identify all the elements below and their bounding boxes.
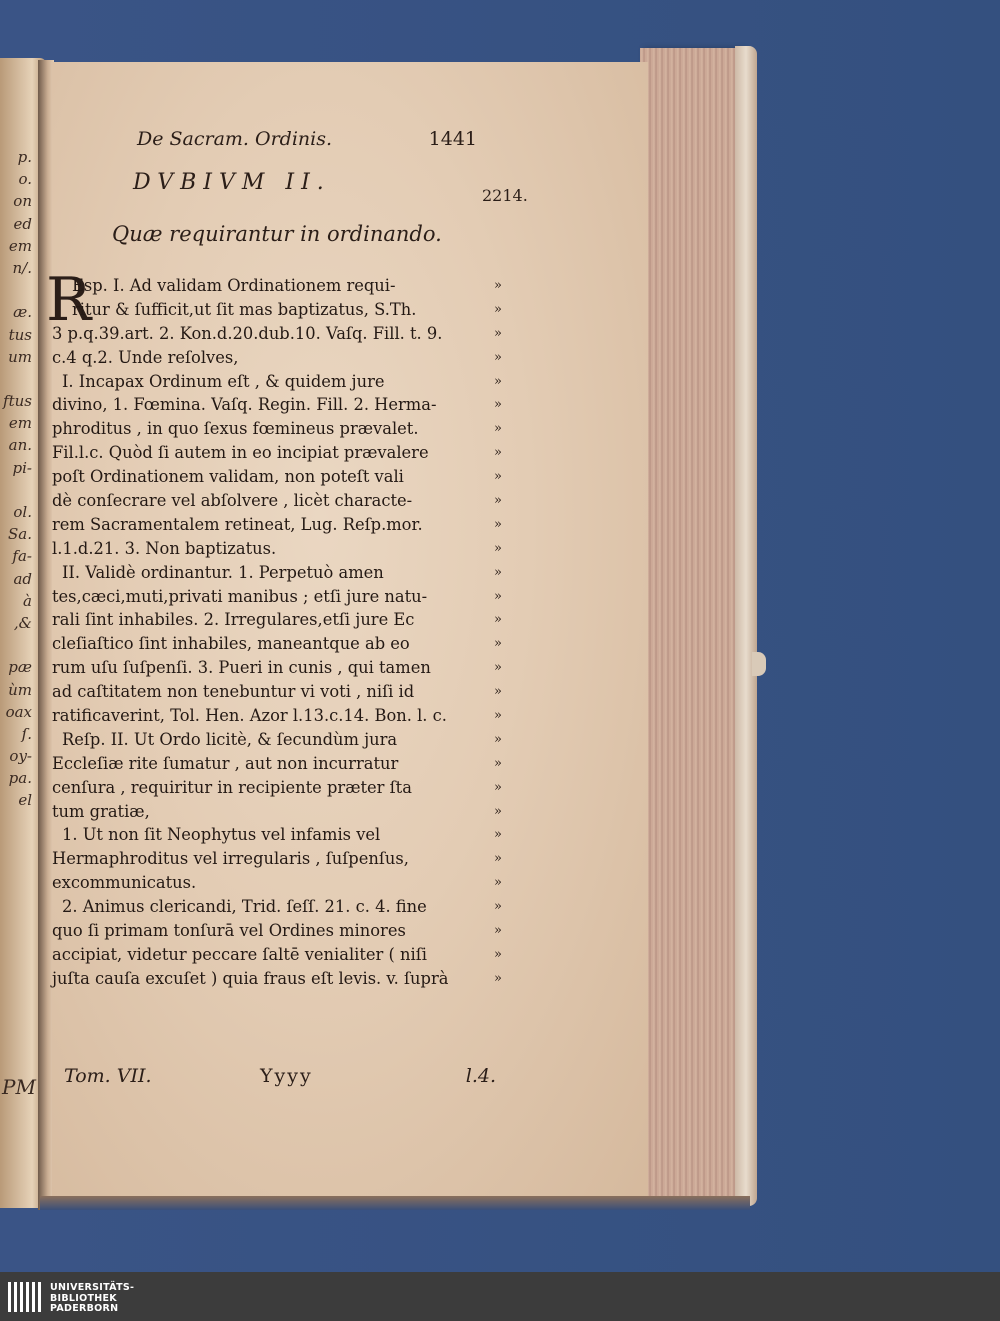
left-fragment-line: pi- (12, 458, 32, 477)
text-line (52, 608, 472, 632)
text-line-content: cenſura , requiritur in recipiente præter ſta (52, 777, 412, 797)
text-line-content: tes,cæci,muti,privati manibus ; etſi jure natu- (52, 586, 428, 606)
text-line-content: ad caſtitatem non tenebuntur vi voti , niſi id (52, 682, 415, 702)
text-line-content: cleſiaſtico ſint inhabiles, maneantque ab eo (52, 634, 410, 654)
text-line-content: Eccleſiæ rite ſumatur , aut non incurratur (52, 753, 399, 773)
text-line (52, 465, 472, 489)
left-fragment-line (0, 279, 32, 301)
quotation-mark: » (494, 803, 502, 819)
left-fragment-line: em (8, 236, 32, 255)
text-line-content: Hermaphroditus vel irregularis , ſuſpenſus, (52, 849, 409, 869)
left-fragment-line: p. (17, 148, 32, 166)
folio-number: 1441 (428, 128, 477, 150)
left-fragment-line: n/. (12, 258, 32, 277)
margin-quotation-marks (488, 274, 508, 991)
question-title: Quæ requirantur in ordinando. (112, 222, 442, 246)
left-fragment-line: fa- (12, 547, 32, 566)
text-line (52, 537, 472, 561)
text-line-content: phroditus , in quo ſexus fœmineus prævalet. (52, 419, 419, 439)
text-line-content: Reſp. II. Ut Ordo licitè, & ſecundùm jura (62, 729, 398, 749)
text-line (52, 585, 472, 609)
left-fragment-line: Sa. (8, 525, 32, 544)
quotation-mark: » (494, 469, 502, 485)
page-footer (64, 1065, 496, 1093)
left-fragment-line: ,& (13, 613, 32, 632)
quotation-mark: » (494, 278, 502, 293)
book-cover-board (735, 46, 757, 1206)
quotation-mark: » (494, 708, 502, 724)
text-line (52, 322, 472, 346)
quotation-mark: » (494, 564, 502, 580)
quotation-mark: » (494, 325, 502, 341)
text-line-content: Esp. I. Ad validam Ordinationem requi- (72, 276, 396, 295)
quotation-mark: » (494, 421, 502, 437)
text-line (52, 800, 472, 824)
quotation-mark: » (494, 397, 502, 413)
left-page-bottom-fragment: PM (2, 1075, 36, 1099)
left-page-text-fragments (0, 146, 32, 812)
left-fragment-line: on (13, 192, 32, 211)
quotation-mark: » (494, 684, 502, 700)
text-line (52, 967, 472, 991)
text-line-content: rali ſint inhabiles. 2. Irregulares,etſi jure Ec (52, 610, 415, 630)
quotation-mark: » (494, 349, 502, 365)
text-line (52, 561, 472, 585)
text-line (52, 346, 472, 370)
left-fragment-line (0, 479, 32, 501)
footer-catchword: l.4. (465, 1065, 496, 1087)
drop-cap: R (46, 265, 92, 335)
text-line (52, 298, 472, 322)
text-line (52, 274, 472, 298)
quotation-mark: » (494, 875, 502, 891)
text-line-content: 1. Ut non ſit Neophytus vel infamis vel (62, 825, 381, 845)
quotation-mark: » (494, 516, 502, 532)
left-fragment-line: ed (13, 214, 32, 233)
quotation-mark: » (494, 970, 502, 986)
section-heading: DVBIVM II. (133, 170, 331, 195)
text-line-content: ratificaverint, Tol. Hen. Azor l.13.c.14. Bon. l. c. (52, 706, 447, 726)
quotation-mark: » (494, 731, 502, 747)
quotation-mark: » (494, 612, 502, 628)
text-line (52, 728, 472, 752)
text-line-content: II. Validè ordinantur. 1. Perpetuò amen (62, 562, 384, 582)
text-line-content: juſta cauſa excuſet ) quia fraus eſt levis. v. ſuprà (52, 968, 449, 988)
quotation-mark: » (494, 923, 502, 939)
text-line-content: rum uſu ſuſpenſi. 3. Pueri in cunis , qui tamen (52, 658, 431, 678)
library-logo-icon (8, 1282, 44, 1312)
left-fragment-line (0, 368, 32, 390)
text-line-content: rem Sacramentalem retineat, Lug. Reſp.mor. (52, 514, 423, 534)
footer-signature: Yyyy (260, 1065, 313, 1087)
library-name-line3: PADERBORN (50, 1303, 119, 1314)
library-footer-bar (0, 1272, 1000, 1321)
text-line (52, 680, 472, 704)
quotation-mark: » (494, 851, 502, 867)
quotation-mark: » (494, 755, 502, 771)
left-fragment-line: pa. (8, 769, 32, 788)
quotation-mark: » (494, 779, 502, 795)
text-line-content: divino, 1. Fœmina. Vaſq. Regin. Fill. 2. Herma- (52, 395, 437, 415)
left-fragment-line: el (18, 791, 32, 810)
text-line (52, 632, 472, 656)
quotation-mark: » (494, 373, 502, 389)
left-fragment-line: um (8, 347, 32, 366)
page-fore-edge (640, 48, 742, 1200)
text-line (52, 919, 472, 943)
quotation-mark: » (494, 660, 502, 676)
text-line (52, 704, 472, 728)
left-fragment-line: pæ (8, 658, 32, 677)
text-line-content: excommunicatus. (52, 873, 197, 893)
left-fragment-line: ùm (8, 680, 32, 699)
text-line-content: dè conſecrare vel abſolvere , licèt characte- (52, 491, 413, 511)
quotation-mark: » (494, 946, 502, 962)
left-fragment-line: æ. (13, 303, 32, 322)
left-fragment-line: em (8, 414, 32, 433)
text-line (52, 871, 472, 895)
quotation-mark: » (494, 493, 502, 509)
left-fragment-line: oax (5, 702, 32, 721)
text-line-content: accipiat, videtur peccare ſaltē venialiter ( niſi (52, 944, 427, 964)
body-text (52, 274, 472, 991)
text-line (52, 656, 472, 680)
text-line-content: ritur & ſufficit,ut ſit mas baptizatus, S.Th. (72, 299, 417, 319)
text-line (52, 393, 472, 417)
left-fragment-line: à (23, 591, 32, 610)
book-bottom-shadow (40, 1196, 750, 1210)
text-line-content: 2. Animus clericandi, Trid. ſeſſ. 21. c. 4. fine (62, 897, 427, 917)
running-head-title: De Sacram. Ordinis. (137, 128, 333, 150)
quotation-mark: » (494, 899, 502, 915)
quotation-mark: » (494, 588, 502, 604)
quotation-mark: » (494, 540, 502, 556)
text-line (52, 776, 472, 800)
left-fragment-line: oy- (9, 747, 32, 766)
text-line (52, 823, 472, 847)
text-line (52, 370, 472, 394)
quotation-mark: » (494, 301, 502, 317)
left-fragment-line: ſ. (21, 724, 32, 743)
left-fragment-line: ad (13, 569, 32, 588)
text-line-content: poſt Ordinationem validam, non poteſt vali (52, 467, 404, 487)
text-line (52, 489, 472, 513)
quotation-mark: » (494, 827, 502, 843)
left-fragment-line (0, 634, 32, 656)
text-line (52, 417, 472, 441)
left-fragment-line: o. (18, 170, 32, 189)
text-line (52, 847, 472, 871)
running-header (137, 128, 477, 154)
text-line (52, 441, 472, 465)
text-line-content: Fil.l.c. Quòd ſi autem in eo incipiat prævalere (52, 443, 429, 463)
text-line-content: tum gratiæ, (52, 801, 150, 821)
left-fragment-line: ftus (3, 392, 32, 411)
library-name-line1: UNIVERSITÄTS- (50, 1282, 135, 1293)
text-line (52, 895, 472, 919)
left-fragment-line: an. (8, 436, 32, 455)
left-fragment-line: tus (8, 325, 32, 344)
quotation-mark: » (494, 445, 502, 461)
text-line-content: quo ſi primam tonſurā vel Ordines minores (52, 921, 406, 941)
library-logo-text (50, 1283, 134, 1315)
text-line (52, 513, 472, 537)
text-line-content: l.1.d.21. 3. Non baptizatus. (52, 538, 277, 558)
text-line-content: I. Incapax Ordinum eſt , & quidem jure (62, 371, 385, 391)
text-line-content: c.4 q.2. Unde reſolves, (52, 347, 239, 367)
footer-volume: Tom. VII. (64, 1065, 152, 1087)
cover-tab (752, 652, 766, 676)
text-line-content: 3 p.q.39.art. 2. Kon.d.20.dub.10. Vaſq. Fill. t. 9. (52, 323, 443, 343)
left-fragment-line: ol. (13, 503, 32, 521)
quotation-mark: » (494, 636, 502, 652)
text-line (52, 752, 472, 776)
section-number: 2214. (482, 186, 528, 205)
library-name-line2: BIBLIOTHEK (50, 1292, 117, 1304)
text-line (52, 943, 472, 967)
